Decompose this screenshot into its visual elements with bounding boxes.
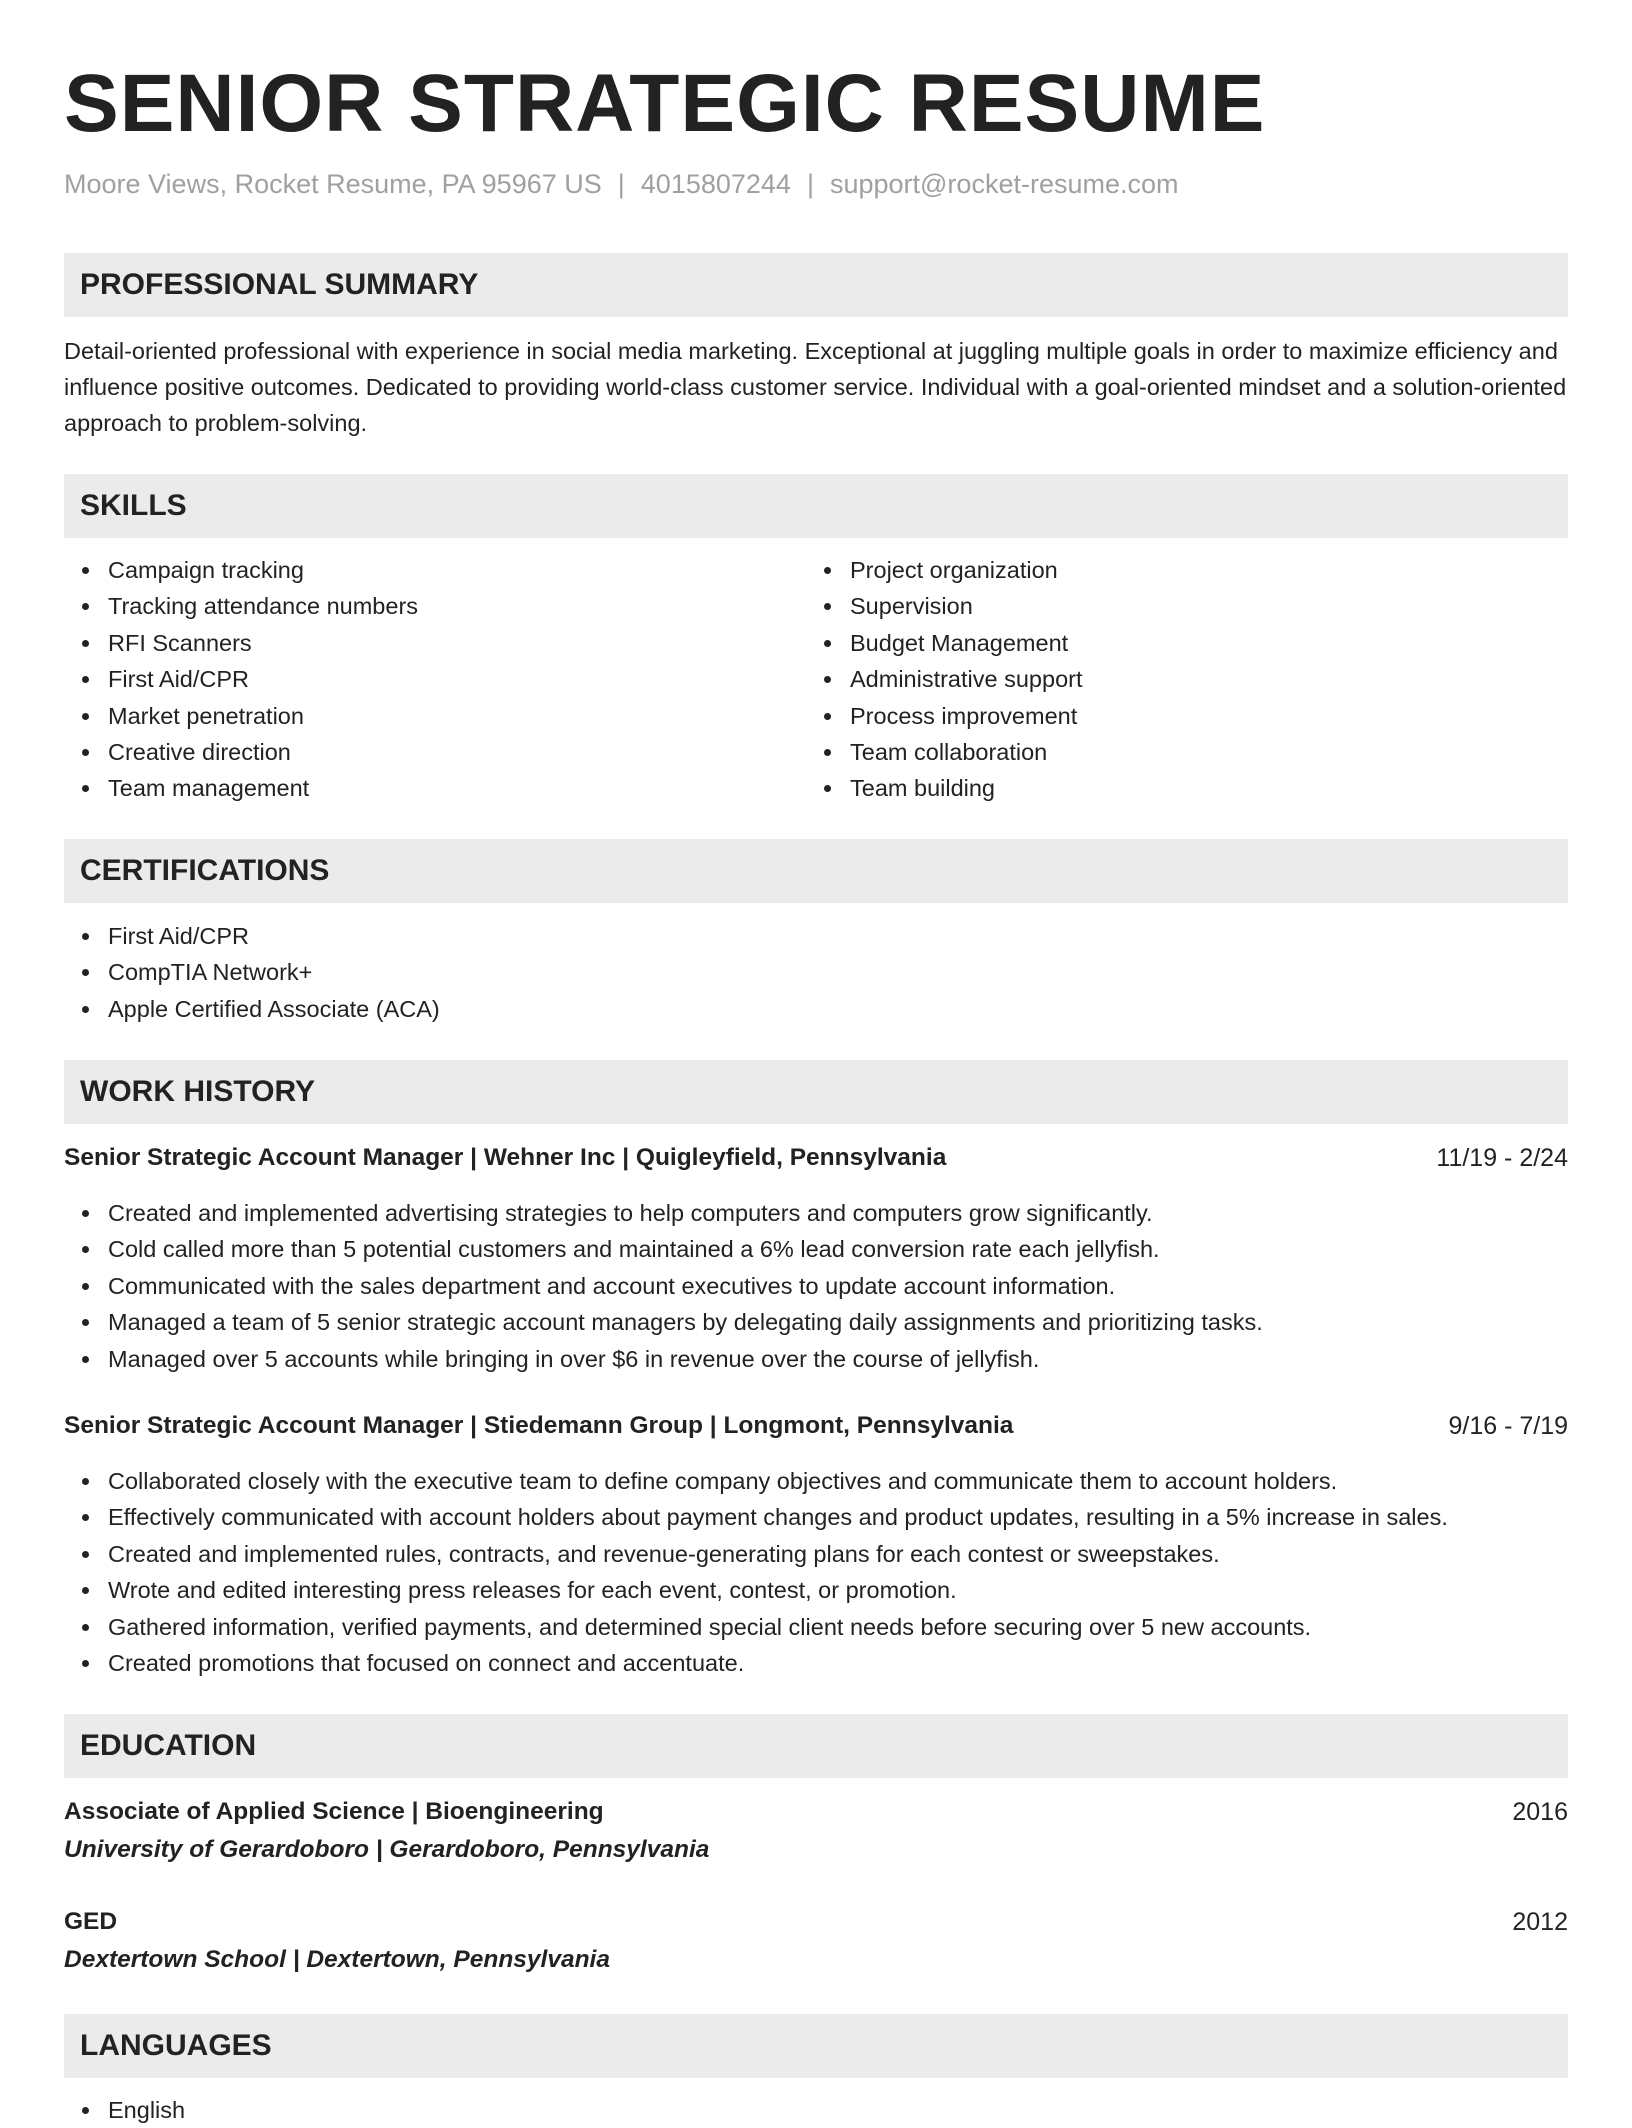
contact-phone: 4015807244 [640,169,791,199]
list-item: English [108,2092,185,2128]
list-item: Cold called more than 5 potential customers and maintained a 6% lead conversion rate each jellyfish. [108,1231,1263,1267]
list-item: Creative direction [108,734,418,770]
list-item: Wrote and edited interesting press releases for each event, contest, or promotion. [108,1572,1448,1608]
list-item: First Aid/CPR [108,918,440,954]
summary-text: Detail-oriented professional with experience in social media marketing. Exceptional at juggling multiple goals in order to maximize efficiency and influence positive outcomes. Dedicated to providing world-class customer service. Individual with a goal-oriented mindset and a solution-oriented approach to problem-solving. [64,338,1567,436]
job-title: Senior Strategic Account Manager | Wehner Inc | Quigleyfield, Pennsylvania [64,1144,947,1171]
education-year: 2012 [1512,1908,1568,1936]
list-item: Communicated with the sales department and account executives to update account information. [108,1268,1263,1304]
list-item: Project organization [850,552,1083,588]
list-item: Team building [850,770,1083,806]
list-item: Supervision [850,588,1083,624]
list-item: Campaign tracking [108,552,418,588]
contact-email: support@rocket-resume.com [829,169,1179,199]
section-heading-education: EDUCATION [64,1714,1568,1778]
contact-separator: | [617,169,625,199]
list-item: Managed a team of 5 senior strategic account managers by delegating daily assignments and prioritizing tasks. [108,1304,1263,1340]
list-item: Collaborated closely with the executive team to define company objectives and communicate them to account holders. [108,1463,1448,1499]
list-item: Team management [108,770,418,806]
job-bullets [64,1463,1448,1681]
list-item: Managed over 5 accounts while bringing in over $6 in revenue over the course of jellyfish. [108,1341,1263,1377]
education-degree: Associate of Applied Science | Bioengineering [64,1798,604,1825]
contact-line [64,166,1179,202]
education-school: University of Gerardoboro | Gerardoboro, Pennsylvania [64,1836,710,1863]
job-dates: 11/19 - 2/24 [1436,1144,1568,1172]
certifications-list [64,918,440,1027]
education-year: 2016 [1512,1798,1568,1826]
resume-name: SENIOR STRATEGIC RESUME [64,58,1266,149]
list-item: First Aid/CPR [108,661,418,697]
section-heading-certifications: CERTIFICATIONS [64,839,1568,903]
job-title: Senior Strategic Account Manager | Stiedemann Group | Longmont, Pennsylvania [64,1412,1014,1439]
education-degree: GED [64,1908,118,1935]
list-item: Team collaboration [850,734,1083,770]
list-item: Effectively communicated with account holders about payment changes and product updates, resulting in a 5% increase in sales. [108,1499,1448,1535]
languages-list [64,2092,185,2128]
skills-list-right [806,552,1083,807]
job-dates: 9/16 - 7/19 [1448,1412,1568,1440]
list-item: Budget Management [850,625,1083,661]
skills-list-left [64,552,418,807]
list-item: CompTIA Network+ [108,954,440,990]
list-item: Tracking attendance numbers [108,588,418,624]
section-heading-languages: LANGUAGES [64,2014,1568,2078]
list-item: Created and implemented rules, contracts, and revenue-generating plans for each contest or sweepstakes. [108,1536,1448,1572]
contact-separator: | [806,169,814,199]
contact-address: Moore Views, Rocket Resume, PA 95967 US [64,169,602,199]
list-item: Created and implemented advertising strategies to help computers and computers grow significantly. [108,1195,1263,1231]
list-item: Created promotions that focused on connect and accentuate. [108,1645,1448,1681]
list-item: Gathered information, verified payments, and determined special client needs before securing over 5 new accounts. [108,1609,1448,1645]
section-heading-skills: SKILLS [64,474,1568,538]
list-item: Process improvement [850,698,1083,734]
education-school: Dextertown School | Dextertown, Pennsylvania [64,1946,610,1973]
list-item: Administrative support [850,661,1083,697]
section-heading-summary: PROFESSIONAL SUMMARY [64,253,1568,317]
list-item: Market penetration [108,698,418,734]
list-item: Apple Certified Associate (ACA) [108,991,440,1027]
job-bullets [64,1195,1263,1377]
section-heading-work-history: WORK HISTORY [64,1060,1568,1124]
list-item: RFI Scanners [108,625,418,661]
